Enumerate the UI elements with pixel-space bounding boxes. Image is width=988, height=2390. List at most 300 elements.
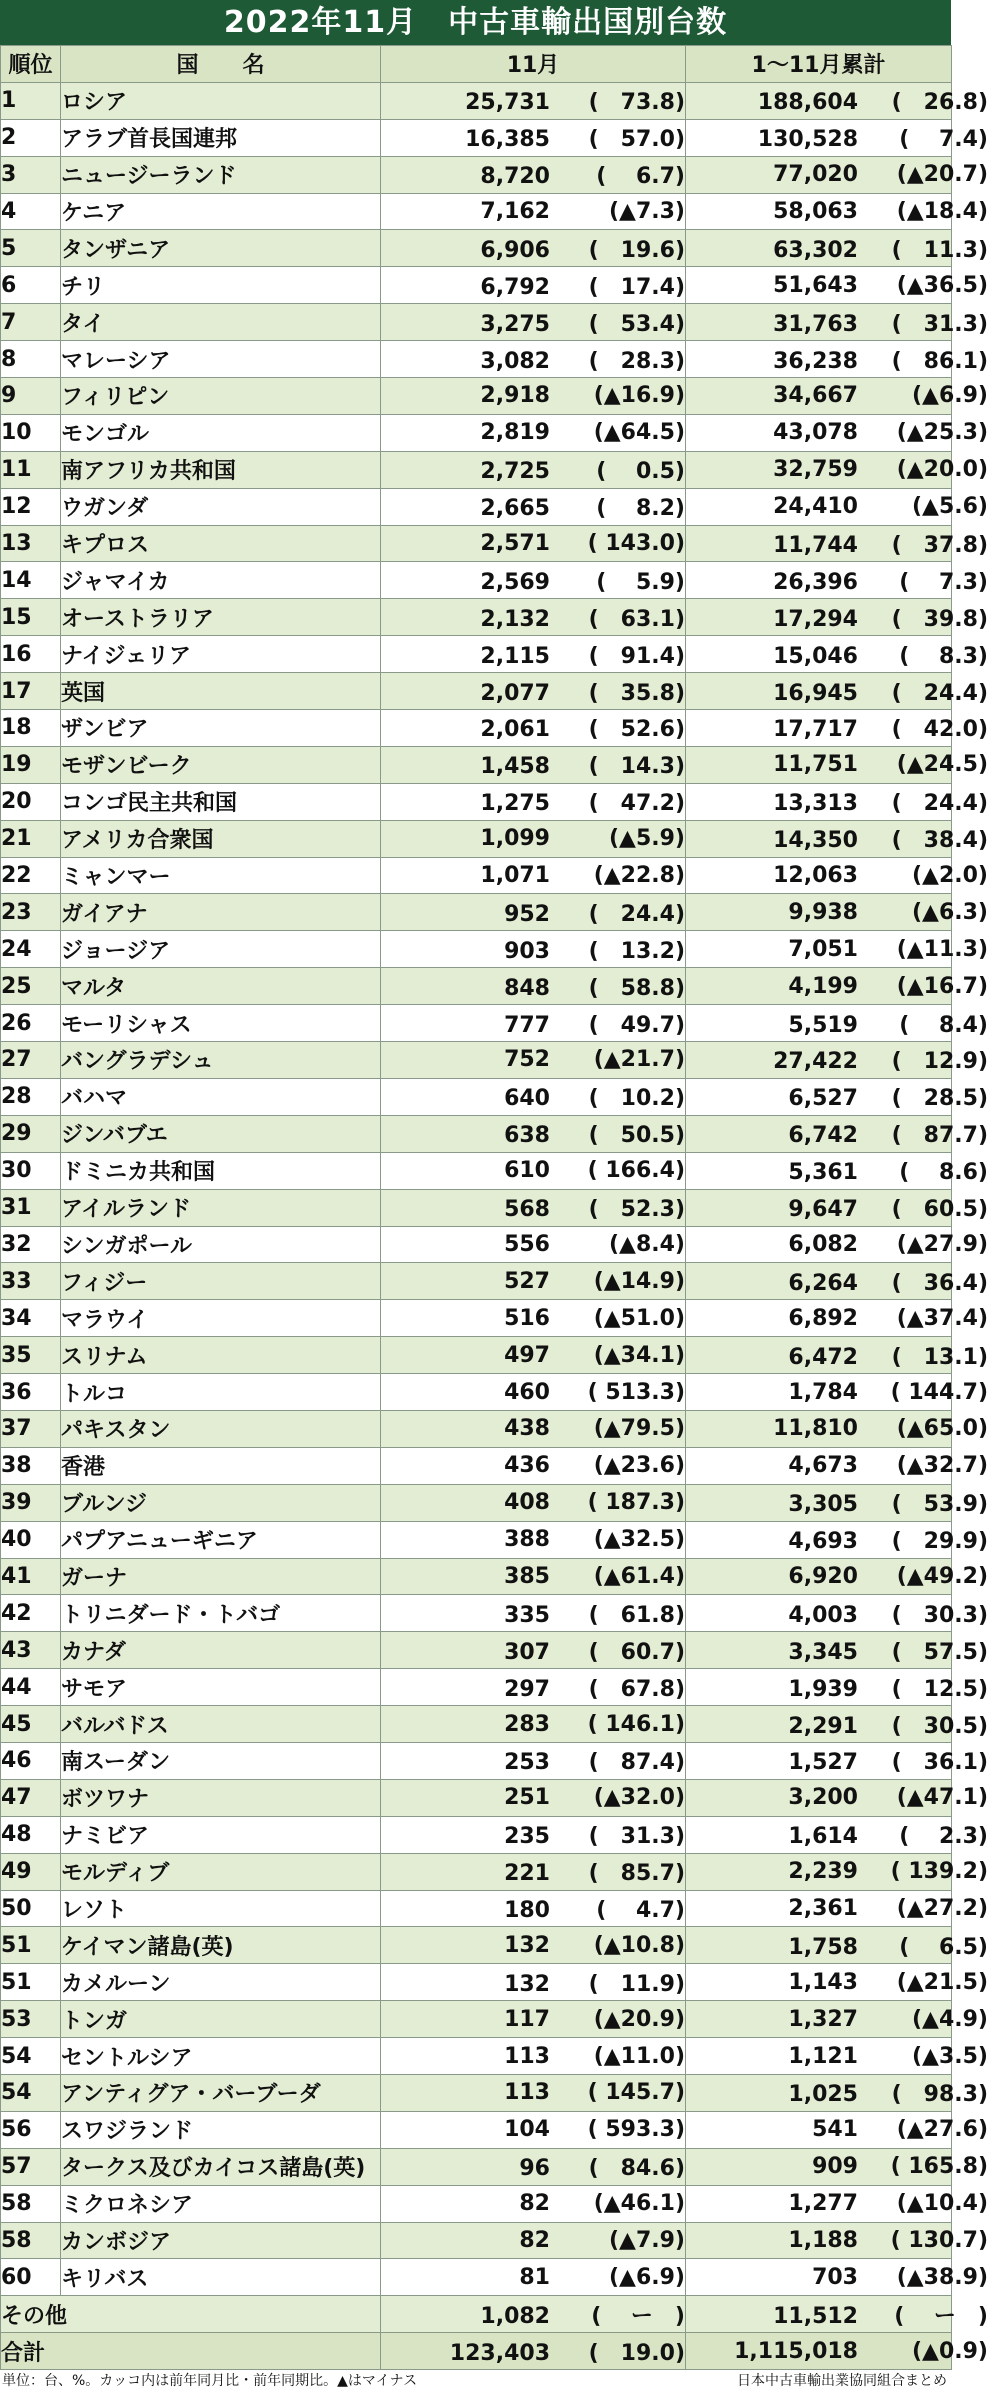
row-rank: 57	[1, 2148, 61, 2185]
row-cumulative	[686, 1853, 988, 1890]
november-count: 16,385	[465, 127, 550, 153]
table-row	[1, 1337, 952, 1374]
november-yoy: ( 67.8)	[588, 1676, 685, 1702]
november-yoy: (▲21.7)	[593, 1047, 685, 1073]
row-country: 南スーダン	[61, 1742, 381, 1779]
row-cumulative	[686, 119, 988, 156]
cumulative-count: 17,717	[773, 717, 858, 743]
november-count: 335	[504, 1602, 550, 1628]
row-november	[381, 1189, 686, 1226]
table-row	[1, 1078, 952, 1115]
row-cumulative	[686, 1078, 988, 1115]
row-rank: 24	[1, 931, 61, 968]
row-rank: 2	[1, 119, 61, 156]
november-yoy: ( 6.7)	[596, 164, 685, 190]
cumulative-count: 909	[812, 2154, 858, 2180]
footer	[0, 2372, 951, 2390]
row-country: マルタ	[61, 968, 381, 1005]
table-row	[1, 783, 952, 820]
november-count: 408	[504, 1490, 550, 1516]
november-yoy: ( 53.4)	[588, 311, 685, 337]
row-november	[381, 1447, 686, 1484]
november-count: 2,115	[480, 643, 550, 669]
november-count: 2,725	[480, 459, 550, 485]
november-count: 1,099	[480, 826, 550, 852]
row-country: モンゴル	[61, 414, 381, 451]
november-yoy: ( 0.5)	[596, 459, 685, 485]
row-cumulative	[686, 1374, 988, 1411]
table-row	[1, 378, 952, 415]
row-cumulative	[686, 1042, 988, 1079]
row-cumulative	[686, 1742, 988, 1779]
november-count: 82	[519, 2227, 550, 2253]
row-november	[381, 378, 686, 415]
row-country: アラブ首長国連邦	[61, 119, 381, 156]
cumulative-yoy: ( 36.4)	[891, 1270, 988, 1296]
november-yoy: ( 84.6)	[588, 2156, 685, 2182]
row-rank: 41	[1, 1558, 61, 1595]
row-cumulative	[686, 2111, 988, 2148]
cumulative-yoy: (▲10.4)	[896, 2191, 988, 2217]
november-yoy: ( 58.8)	[588, 975, 685, 1001]
table-row	[1, 599, 952, 636]
november-yoy: (▲46.1)	[593, 2191, 685, 2217]
row-country: ウガンダ	[61, 488, 381, 525]
row-november	[381, 2001, 686, 2038]
row-country: セントルシア	[61, 2038, 381, 2075]
cumulative-count: 1,527	[788, 1750, 858, 1776]
row-rank: 43	[1, 1632, 61, 1669]
row-cumulative	[686, 2074, 988, 2111]
row-cumulative	[686, 2333, 988, 2370]
row-country: スリナム	[61, 1337, 381, 1374]
cumulative-yoy: ( 57.5)	[891, 1639, 988, 1665]
november-count: 1,082	[480, 2303, 550, 2329]
november-count: 113	[504, 2080, 550, 2106]
november-count: 1,275	[480, 791, 550, 817]
november-count: 117	[504, 2006, 550, 2032]
cumulative-yoy: ( 26.8)	[891, 90, 988, 116]
row-rank: 13	[1, 525, 61, 562]
row-november	[381, 1964, 686, 2001]
row-rank: 25	[1, 968, 61, 1005]
cumulative-yoy: (▲18.4)	[896, 199, 988, 224]
row-november	[381, 1742, 686, 1779]
november-yoy: ( 19.6)	[588, 237, 685, 263]
cumulative-count: 16,945	[773, 680, 858, 706]
cumulative-count: 130,528	[757, 127, 858, 153]
row-country: ナミビア	[61, 1816, 381, 1853]
row-country: トルコ	[61, 1374, 381, 1411]
table-row	[1, 1853, 952, 1890]
table-row	[1, 2148, 952, 2185]
row-country: カナダ	[61, 1632, 381, 1669]
row-rank: 37	[1, 1410, 61, 1447]
cumulative-yoy: (▲47.1)	[896, 1785, 988, 1811]
november-yoy: ( 87.4)	[588, 1750, 685, 1776]
row-cumulative	[686, 378, 988, 415]
row-rank: 27	[1, 1042, 61, 1079]
table-row	[1, 304, 952, 341]
cumulative-yoy: ( 24.4)	[891, 680, 988, 706]
row-country: ジンバブエ	[61, 1115, 381, 1152]
row-cumulative	[686, 1337, 988, 1374]
cumulative-yoy: ( 31.3)	[891, 311, 988, 337]
cumulative-count: 11,744	[773, 533, 858, 559]
cumulative-count: 2,361	[788, 1895, 858, 1921]
row-cumulative	[686, 2148, 988, 2185]
row-country: バングラデシュ	[61, 1042, 381, 1079]
row-rank: 28	[1, 1078, 61, 1115]
row-cumulative	[686, 1521, 988, 1558]
november-count: 2,061	[480, 717, 550, 743]
cumulative-count: 63,302	[773, 237, 858, 263]
november-count: 497	[504, 1342, 550, 1368]
row-rank: 20	[1, 783, 61, 820]
table-row	[1, 488, 952, 525]
november-count: 6,792	[480, 274, 550, 300]
cumulative-count: 9,938	[788, 899, 858, 925]
november-yoy: ( 17.4)	[588, 274, 685, 300]
november-count: 3,082	[480, 348, 550, 374]
export-table	[0, 45, 988, 2370]
row-rank: 18	[1, 710, 61, 747]
row-country: ボツワナ	[61, 1779, 381, 1816]
november-count: 610	[504, 1158, 550, 1184]
cumulative-yoy: (▲3.5)	[911, 2043, 988, 2069]
row-cumulative	[686, 1964, 988, 2001]
cumulative-count: 24,410	[773, 494, 858, 520]
cumulative-yoy: (▲27.9)	[896, 1231, 988, 1257]
row-november	[381, 1632, 686, 1669]
cumulative-count: 11,810	[773, 1416, 858, 1442]
row-november	[381, 2296, 686, 2333]
cumulative-yoy: ( 144.7)	[890, 1379, 988, 1405]
table-row	[1, 746, 952, 783]
cumulative-yoy: (▲21.5)	[896, 1969, 988, 1995]
row-cumulative	[686, 1410, 988, 1447]
row-cumulative	[686, 230, 988, 267]
row-rank: 8	[1, 341, 61, 378]
row-rank: 17	[1, 673, 61, 710]
november-count: 180	[504, 1897, 550, 1923]
row-cumulative	[686, 193, 988, 230]
cumulative-count: 2,239	[788, 1859, 858, 1885]
row-november	[381, 636, 686, 673]
november-count: 1,458	[480, 754, 550, 780]
november-count: 235	[504, 1824, 550, 1850]
november-count: 2,571	[480, 531, 550, 557]
row-november	[381, 1706, 686, 1743]
cumulative-yoy: ( 60.5)	[891, 1197, 988, 1223]
row-cumulative	[686, 2185, 988, 2222]
row-november	[381, 1410, 686, 1447]
row-cumulative	[686, 710, 988, 747]
row-rank: 15	[1, 599, 61, 636]
cumulative-count: 1,614	[788, 1824, 858, 1850]
row-cumulative	[686, 968, 988, 1005]
row-country: モザンビーク	[61, 746, 381, 783]
row-november	[381, 82, 686, 119]
row-country: ガイアナ	[61, 894, 381, 931]
table-row	[1, 1558, 952, 1595]
row-november	[381, 2333, 686, 2370]
november-count: 1,071	[480, 863, 550, 889]
row-cumulative	[686, 1669, 988, 1706]
row-cumulative	[686, 857, 988, 894]
cumulative-yoy: ( 130.7)	[890, 2227, 988, 2253]
row-rank: 36	[1, 1374, 61, 1411]
row-cumulative	[686, 746, 988, 783]
cumulative-yoy: ( 24.4)	[891, 791, 988, 817]
row-november	[381, 1521, 686, 1558]
cumulative-count: 541	[812, 2117, 858, 2143]
november-count: 132	[504, 1932, 550, 1958]
november-count: 251	[504, 1785, 550, 1811]
november-yoy: ( 52.6)	[588, 717, 685, 743]
row-november	[381, 1816, 686, 1853]
row-country: フィリピン	[61, 378, 381, 415]
table-row	[1, 1890, 952, 1927]
table-row	[1, 710, 952, 747]
row-rank: 6	[1, 267, 61, 304]
november-yoy: ( 8.2)	[596, 496, 685, 522]
row-country: ドミニカ共和国	[61, 1152, 381, 1189]
november-count: 2,918	[480, 383, 550, 409]
november-yoy: ( 166.4)	[587, 1158, 685, 1184]
cumulative-count: 11,512	[773, 2303, 858, 2329]
row-country: サモア	[61, 1669, 381, 1706]
november-yoy: ( 593.3)	[587, 2117, 685, 2143]
row-cumulative	[686, 2001, 988, 2038]
table-row	[1, 636, 952, 673]
november-count: 6,906	[480, 237, 550, 263]
cumulative-yoy: (▲20.0)	[896, 457, 988, 483]
row-rank: 31	[1, 1189, 61, 1226]
row-country: ロシア	[61, 82, 381, 119]
cumulative-yoy: ( 39.8)	[891, 606, 988, 632]
cumulative-yoy: (▲11.3)	[896, 936, 988, 962]
cumulative-yoy: (▲38.9)	[896, 2264, 988, 2290]
november-yoy: ( 4.7)	[596, 1897, 685, 1923]
november-yoy: (▲79.5)	[593, 1416, 685, 1442]
row-country: ブルンジ	[61, 1484, 381, 1521]
november-yoy: (▲5.9)	[608, 826, 685, 852]
row-rank: 22	[1, 857, 61, 894]
table-row	[1, 451, 952, 488]
november-yoy: ( ー )	[591, 2303, 685, 2329]
cumulative-yoy: ( 30.5)	[891, 1713, 988, 1739]
row-cumulative	[686, 2259, 988, 2296]
row-cumulative	[686, 2222, 988, 2259]
november-count: 3,275	[480, 311, 550, 337]
row-cumulative	[686, 1484, 988, 1521]
row-november	[381, 894, 686, 931]
cumulative-count: 32,759	[773, 457, 858, 483]
cumulative-yoy: ( 98.3)	[891, 2082, 988, 2108]
table-row	[1, 1484, 952, 1521]
november-yoy: ( 187.3)	[587, 1490, 685, 1516]
cumulative-count: 703	[812, 2264, 858, 2290]
row-rank: 14	[1, 562, 61, 599]
table-row	[1, 1927, 952, 1964]
cumulative-yoy: (▲25.3)	[896, 420, 988, 446]
row-november	[381, 119, 686, 156]
row-country: レソト	[61, 1890, 381, 1927]
november-yoy: ( 35.8)	[588, 680, 685, 706]
cumulative-count: 2,291	[788, 1713, 858, 1739]
row-rank: 54	[1, 2074, 61, 2111]
cumulative-yoy: ( 165.8)	[890, 2154, 988, 2180]
november-yoy: (▲34.1)	[593, 1342, 685, 1368]
table-row	[1, 1189, 952, 1226]
cumulative-count: 6,527	[788, 1086, 858, 1112]
table-row	[1, 230, 952, 267]
cumulative-yoy: ( 8.3)	[899, 643, 988, 669]
cumulative-yoy: (▲20.7)	[896, 162, 988, 188]
november-count: 123,403	[449, 2340, 550, 2366]
cumulative-count: 6,742	[788, 1123, 858, 1149]
row-country: マレーシア	[61, 341, 381, 378]
november-count: 640	[504, 1086, 550, 1112]
row-november	[381, 2185, 686, 2222]
november-yoy: ( 61.8)	[588, 1602, 685, 1628]
row-rank: 5	[1, 230, 61, 267]
november-count: 307	[504, 1639, 550, 1665]
row-country: ジョージア	[61, 931, 381, 968]
november-count: 96	[519, 2156, 550, 2182]
cumulative-yoy: (▲49.2)	[896, 1563, 988, 1589]
row-cumulative	[686, 1263, 988, 1300]
cumulative-yoy: ( 7.4)	[899, 127, 988, 153]
november-count: 952	[504, 901, 550, 927]
row-cumulative	[686, 1927, 988, 1964]
row-november	[381, 2222, 686, 2259]
row-country: バハマ	[61, 1078, 381, 1115]
row-rank: 51	[1, 1927, 61, 1964]
row-country: シンガポール	[61, 1226, 381, 1263]
row-rank: 44	[1, 1669, 61, 1706]
november-count: 297	[504, 1676, 550, 1702]
row-rank: 46	[1, 1742, 61, 1779]
november-yoy: ( 63.1)	[588, 606, 685, 632]
row-cumulative	[686, 1152, 988, 1189]
row-november	[381, 1595, 686, 1632]
row-november	[381, 562, 686, 599]
cumulative-yoy: (▲16.7)	[896, 973, 988, 999]
november-count: 2,665	[480, 496, 550, 522]
cumulative-yoy: ( 12.5)	[891, 1676, 988, 1702]
header-country: 国 名	[61, 46, 381, 83]
november-count: 221	[504, 1861, 550, 1887]
november-yoy: ( 10.2)	[588, 1086, 685, 1112]
cumulative-yoy: ( 139.2)	[890, 1859, 988, 1885]
november-yoy: ( 146.1)	[587, 1711, 685, 1737]
row-rank: 50	[1, 1890, 61, 1927]
cumulative-yoy: ( 53.9)	[891, 1492, 988, 1518]
row-rank: 58	[1, 2222, 61, 2259]
row-cumulative	[686, 1447, 988, 1484]
cumulative-count: 6,264	[788, 1270, 858, 1296]
november-count: 7,162	[480, 199, 550, 224]
cumulative-count: 14,350	[773, 828, 858, 854]
november-count: 903	[504, 938, 550, 964]
row-november	[381, 1263, 686, 1300]
row-rank: 21	[1, 820, 61, 857]
november-count: 777	[504, 1012, 550, 1038]
row-november	[381, 1558, 686, 1595]
row-november	[381, 1226, 686, 1263]
cumulative-yoy: ( 28.5)	[891, 1086, 988, 1112]
row-country: カンボジア	[61, 2222, 381, 2259]
november-count: 2,077	[480, 680, 550, 706]
cumulative-yoy: ( 86.1)	[891, 348, 988, 374]
table-row	[1, 820, 952, 857]
table-row	[1, 1521, 952, 1558]
row-rank: 51	[1, 1964, 61, 2001]
row-country: モーリシャス	[61, 1005, 381, 1042]
row-country: タークス及びカイコス諸島(英)	[61, 2148, 381, 2185]
row-cumulative	[686, 1115, 988, 1152]
cumulative-count: 4,693	[788, 1529, 858, 1555]
cumulative-count: 5,519	[788, 1012, 858, 1038]
row-cumulative	[686, 2296, 988, 2333]
november-yoy: ( 73.8)	[588, 90, 685, 116]
row-november	[381, 710, 686, 747]
table-row	[1, 2038, 952, 2075]
row-country: モルディブ	[61, 1853, 381, 1890]
november-yoy: ( 57.0)	[588, 127, 685, 153]
cumulative-yoy: ( 38.4)	[891, 828, 988, 854]
november-count: 82	[519, 2191, 550, 2217]
cumulative-count: 1,758	[788, 1934, 858, 1960]
cumulative-yoy: ( 6.5)	[899, 1934, 988, 1960]
cumulative-count: 1,327	[788, 2006, 858, 2032]
row-november	[381, 820, 686, 857]
row-rank: 34	[1, 1300, 61, 1337]
row-cumulative	[686, 341, 988, 378]
row-country: 香港	[61, 1447, 381, 1484]
november-yoy: (▲6.9)	[608, 2264, 685, 2290]
row-cumulative	[686, 156, 988, 193]
table-row	[1, 1669, 952, 1706]
november-yoy: ( 91.4)	[588, 643, 685, 669]
row-cumulative	[686, 636, 988, 673]
november-yoy: ( 13.2)	[588, 938, 685, 964]
others-row	[1, 2296, 952, 2333]
table-row	[1, 1263, 952, 1300]
november-count: 104	[504, 2117, 550, 2143]
row-cumulative	[686, 894, 988, 931]
cumulative-count: 43,078	[773, 420, 858, 446]
cumulative-yoy: ( 12.9)	[891, 1049, 988, 1075]
november-count: 132	[504, 1971, 550, 1997]
row-november	[381, 783, 686, 820]
row-country: 南アフリカ共和国	[61, 451, 381, 488]
table-row	[1, 1595, 952, 1632]
cumulative-count: 13,313	[773, 791, 858, 817]
cumulative-yoy: ( 30.3)	[891, 1602, 988, 1628]
november-yoy: ( 11.9)	[588, 1971, 685, 1997]
november-count: 527	[504, 1268, 550, 1294]
header-row	[1, 46, 952, 83]
row-november	[381, 193, 686, 230]
table-row	[1, 1447, 952, 1484]
row-cumulative	[686, 1816, 988, 1853]
total-row	[1, 2333, 952, 2370]
row-november	[381, 2148, 686, 2185]
row-november	[381, 1115, 686, 1152]
